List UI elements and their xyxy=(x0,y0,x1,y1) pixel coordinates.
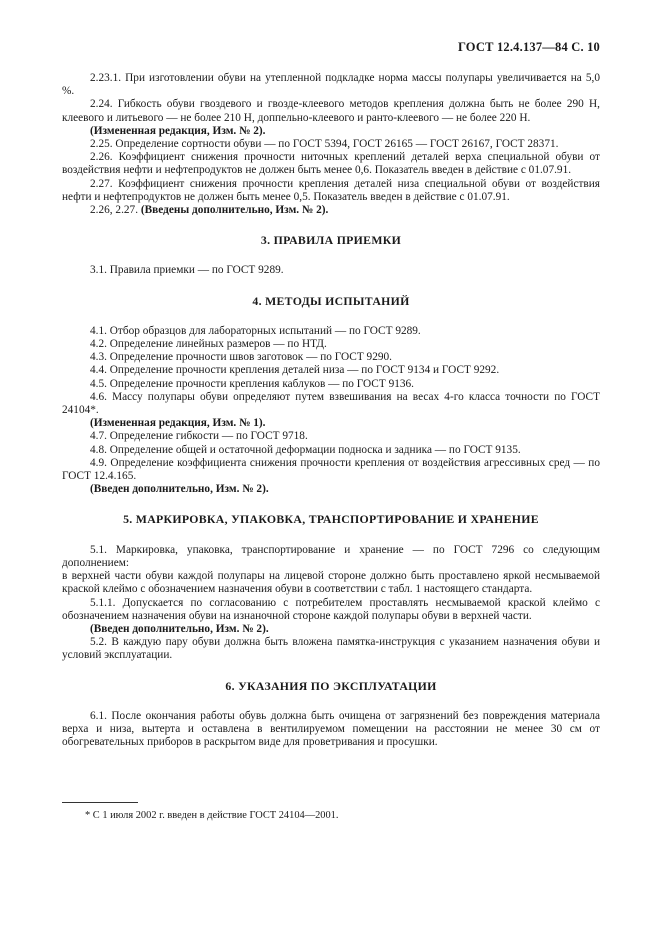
clause-4-4: 4.4. Определение прочности крепления деталей низа — по ГОСТ 9134 и ГОСТ 9292. xyxy=(90,364,500,377)
clause-4-7: 4.7. Определение гибкости — по ГОСТ 9718. xyxy=(90,430,308,443)
clause-2-24: 2.24. Гибкость обуви гвоздевого и гвозде-клеевого методов крепления должна быть не более 290 Н, клеевого и литьевого — не более 210 Н, доппельно-клеевого и ранто-клеевого — не более 220 Н. xyxy=(62,98,600,124)
amendment-note: (Измененная редакция, Изм. № 1). xyxy=(90,417,266,430)
clause-4-9: 4.9. Определение коэффициента снижения прочности крепления от воздействия агрессивных сред — по ГОСТ 12.4.165. xyxy=(62,456,600,483)
amendment-note: (Введены дополнительно, Изм. № 2). xyxy=(140,204,329,217)
section-6-title: 6. УКАЗАНИЯ ПО ЭКСПЛУАТАЦИИ xyxy=(225,678,437,693)
section-4-title: 4. МЕТОДЫ ИСПЫТАНИЙ xyxy=(252,293,410,308)
document-body xyxy=(62,72,600,749)
clause-2-27: 2.27. Коэффициент снижения прочности крепления деталей низа специальной обуви от воздействия нефти и нефтепродуктов не должен быть менее 0,5. Показатель введен в действие с 01.07.91. xyxy=(62,177,600,203)
footnote: * С 1 июля 2002 г. введен в действие ГОСТ 24104—2001. xyxy=(85,810,339,821)
amendment-note: (Введен дополнительно, Изм. № 2). xyxy=(90,622,269,635)
clause-ref: 2.26, 2.27. xyxy=(90,204,139,217)
section-5-title: 5. МАРКИРОВКА, УПАКОВКА, ТРАНСПОРТИРОВАНИЕ И ХРАНЕНИЕ xyxy=(123,512,539,527)
section-3-title: 3. ПРАВИЛА ПРИЕМКИ xyxy=(260,233,402,248)
clause-4-8: 4.8. Определение общей и остаточной деформации подноска и задника — по ГОСТ 9135. xyxy=(90,443,521,456)
footnote-divider xyxy=(62,802,138,803)
clause-5-1-continuation: в верхней части обуви каждой полупары на лицевой стороне должно быть проставлено яркой несмываемой краской клеймо с обозначением назначения обуви в соответствии с табл. 1 настоящего стандарта. xyxy=(62,570,600,596)
clause-5-1: 5.1. Маркировка, упаковка, транспортирование и хранение — по ГОСТ 7296 со следующим дополнением: xyxy=(62,543,600,569)
clause-2-25: 2.25. Определение сортности обуви — по ГОСТ 5394, ГОСТ 26165 — ГОСТ 26167, ГОСТ 28371. xyxy=(90,138,559,151)
page-header: ГОСТ 12.4.137—84 С. 10 xyxy=(457,40,600,54)
clause-4-3: 4.3. Определение прочности швов заготовок — по ГОСТ 9290. xyxy=(90,351,392,364)
clause-5-1-1: 5.1.1. Допускается по согласованию с потребителем проставлять несмываемой краской клеймо с обозначением назначения обуви на изнаночной стороне каждой полупары обуви в верхней части. xyxy=(62,596,600,622)
amendment-note: (Введен дополнительно, Изм. № 2). xyxy=(90,483,269,496)
clause-5-2: 5.2. В каждую пару обуви должна быть вложена памятка-инструкция с указанием назначения обуви и условий эксплуатации. xyxy=(62,636,600,662)
clause-6-1: 6.1. После окончания работы обувь должна быть очищена от загрязнений без повреждения материала верха и низа, вытерта и оставлена в вентилируемом помещении на расстоянии не менее 30 см от обогревательных приборов в раскрытом виде для проветривания и просушки. xyxy=(62,709,600,749)
clause-2-23-1: 2.23.1. При изготовлении обуви на утепленной подкладке норма массы полупары увеличивается на 5,0 %. xyxy=(62,72,600,98)
clause-2-26-2-27-note xyxy=(62,204,600,217)
clause-4-5: 4.5. Определение прочности крепления каблуков — по ГОСТ 9136. xyxy=(90,377,414,390)
clause-4-2: 4.2. Определение линейных размеров — по НТД. xyxy=(90,338,327,351)
clause-2-26: 2.26. Коэффициент снижения прочности ниточных креплений деталей верха специальной обуви от воздействия нефти и нефтепродуктов не должен быть менее 0,6. Показатель введен в действие с 01.07.91. xyxy=(62,151,600,177)
amendment-note: (Измененная редакция, Изм. № 2). xyxy=(90,124,266,137)
clause-4-1: 4.1. Отбор образцов для лабораторных испытаний — по ГОСТ 9289. xyxy=(90,324,421,337)
clause-4-6: 4.6. Массу полупары обуви определяют путем взвешивания на весах 4-го класса точности по ГОСТ 24104*. xyxy=(62,390,600,417)
clause-3-1: 3.1. Правила приемки — по ГОСТ 9289. xyxy=(90,264,284,277)
